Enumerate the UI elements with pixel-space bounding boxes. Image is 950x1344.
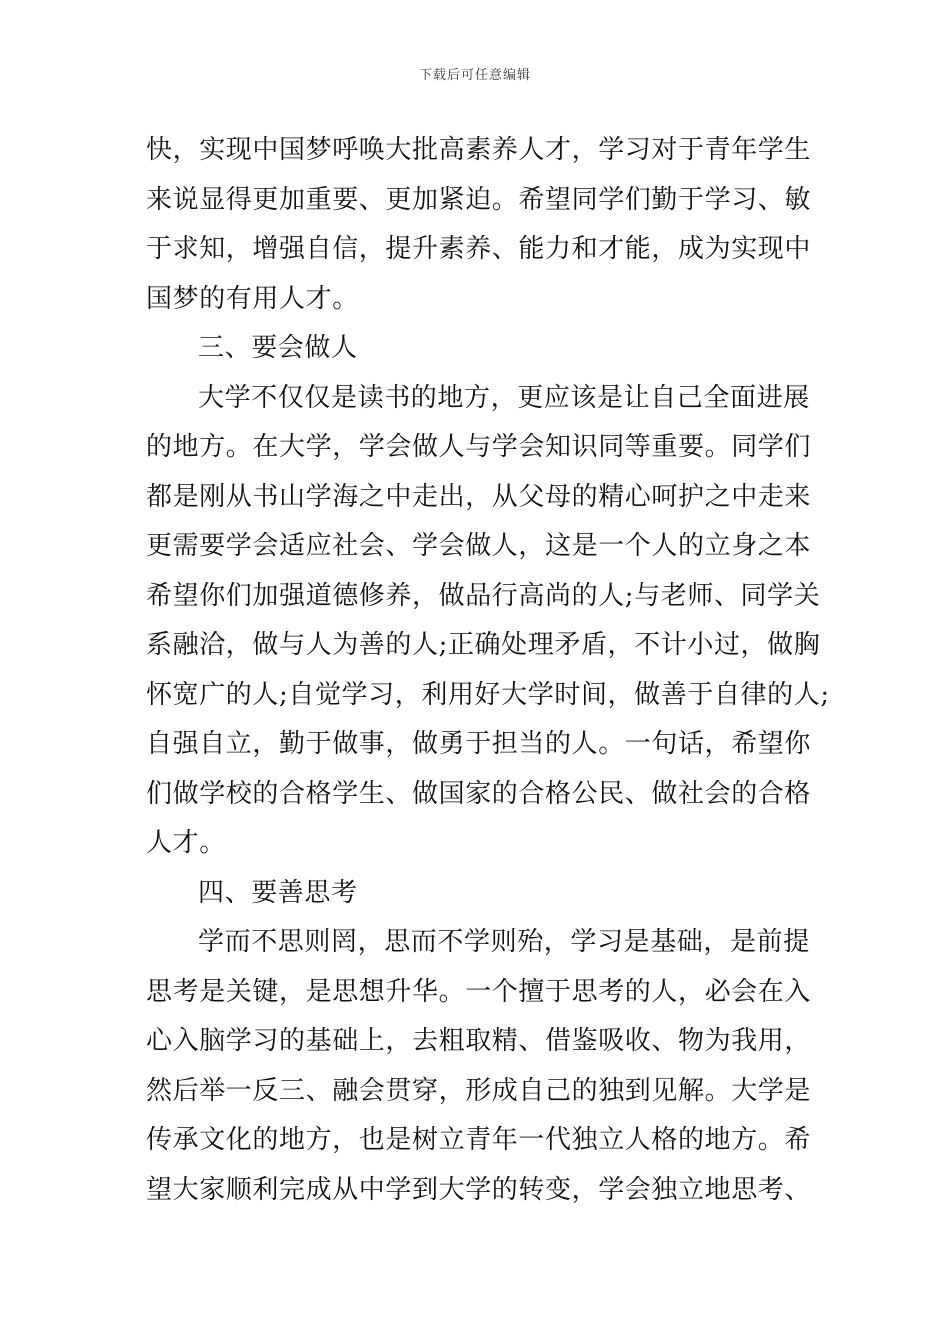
text-line: 人才。 xyxy=(146,828,226,858)
text-line: 传承文化的地方，也是树立青年一代独立人格的地方。希 xyxy=(146,1125,812,1155)
text-line: 们做学校的合格学生、做国家的合格公民、做社会的合格 xyxy=(146,778,812,809)
text-line: 于求知，增强自信，提升素养、能力和才能，成为实现中 xyxy=(146,234,812,264)
document-body xyxy=(146,126,830,1215)
section-heading: 三、要会做人 xyxy=(198,333,358,363)
text-line: 的地方。在大学，学会做人与学会知识同等重要。同学们 xyxy=(146,432,812,462)
text-line: 思考是关键，是思想升华。一个擅于思考的人，必会在入 xyxy=(146,976,812,1007)
text-line: 自强自立，勤于做事，做勇于担当的人。一句话，希望你 xyxy=(146,729,812,759)
text-line: 大学不仅仅是读书的地方，更应该是让自己全面进展 xyxy=(198,382,810,413)
text-line: 更需要学会适应社会、学会做人，这是一个人的立身之本 xyxy=(146,531,812,561)
page-header: 下载后可任意编辑 xyxy=(418,68,531,83)
text-line: 来说显得更加重要、更加紧迫。希望同学们勤于学习、敏 xyxy=(146,184,812,215)
text-line: 望大家顺利完成从中学到大学的转变，学会独立地思考、 xyxy=(146,1174,812,1205)
text-line: 都是刚从书山学海之中走出，从父母的精心呵护之中走来 xyxy=(146,481,812,512)
text-line: 国梦的有用人才。 xyxy=(146,283,359,314)
text-line: 快，实现中国梦呼唤大批高素养人才，学习对于青年学生 xyxy=(146,135,812,165)
section-heading: 四、要善思考 xyxy=(198,877,358,908)
text-line: 然后举一反三、融会贯穿，形成自己的独到见解。大学是 xyxy=(146,1075,812,1106)
text-line: 心入脑学习的基础上，去粗取精、借鉴吸收、物为我用， xyxy=(146,1026,812,1056)
text-line: 系融洽，做与人为善的人;正确处理矛盾，不计小过，做胸 xyxy=(146,630,821,660)
text-line: 怀宽广的人;自觉学习，利用好大学时间，做善于自律的人; xyxy=(146,679,830,710)
text-line: 学而不思则罔，思而不学则殆，学习是基础，是前提 xyxy=(198,927,810,957)
text-line: 希望你们加强道德修养，做品行高尚的人;与老师、同学关 xyxy=(146,580,821,611)
